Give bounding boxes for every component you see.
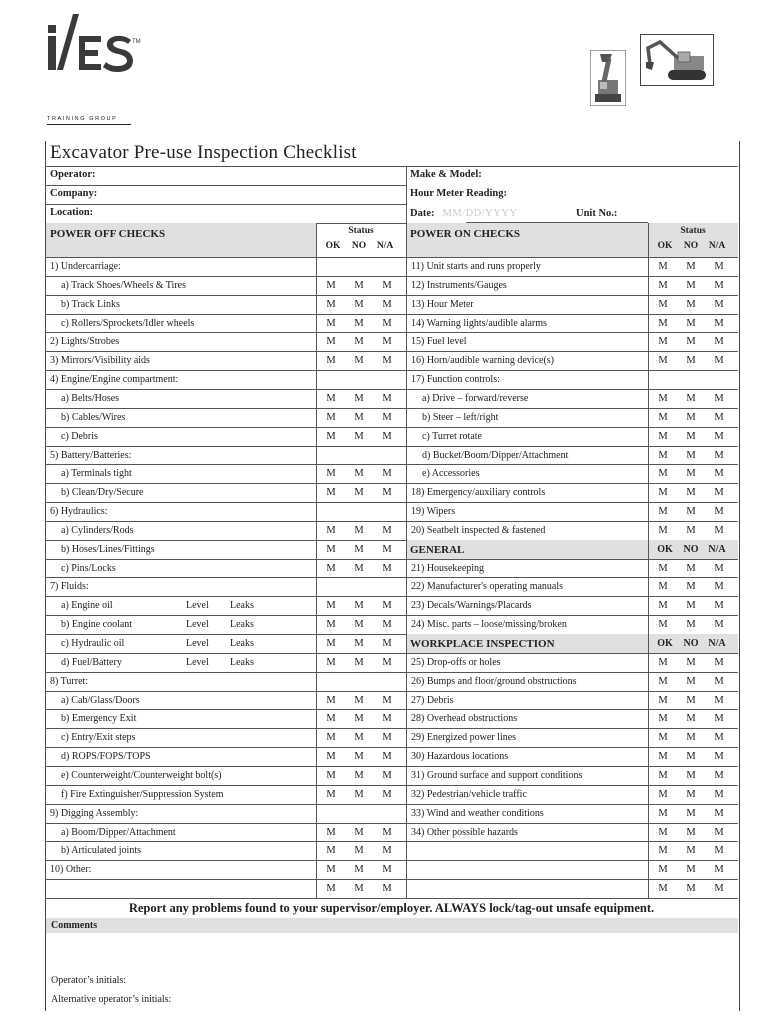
checklist-item: 12) Instruments/Gauges: [411, 279, 507, 291]
right-no-checkbox[interactable]: M: [686, 864, 696, 876]
left-no-checkbox[interactable]: M: [354, 826, 364, 838]
left-na-checkbox[interactable]: M: [382, 619, 392, 631]
right-no-checkbox[interactable]: M: [686, 807, 696, 819]
left-ok-checkbox[interactable]: M: [326, 543, 336, 555]
right-ok-checkbox[interactable]: M: [658, 807, 668, 819]
checklist-item: 3) Mirrors/Visibility aids: [50, 355, 150, 367]
right-na-checkbox[interactable]: M: [714, 468, 724, 480]
right-na-checkbox[interactable]: M: [714, 826, 724, 838]
date-label: Date:: [410, 208, 435, 219]
leaks-label: Leaks: [230, 619, 254, 631]
right-ok-checkbox[interactable]: M: [658, 317, 668, 329]
right-ok-checkbox[interactable]: M: [658, 732, 668, 744]
right-no-checkbox[interactable]: M: [686, 524, 696, 536]
left-status-no: NO: [351, 241, 367, 251]
date-placeholder: MM/DD/YYYY: [442, 208, 518, 219]
left-na-checkbox[interactable]: M: [382, 600, 392, 612]
checklist-item: e) Accessories: [422, 468, 480, 480]
left-na-checkbox[interactable]: M: [382, 355, 392, 367]
right-ok-checkbox[interactable]: M: [658, 581, 668, 593]
left-ok-checkbox[interactable]: M: [326, 713, 336, 725]
checklist-item: 11) Unit starts and runs properly: [411, 261, 541, 272]
left-na-checkbox[interactable]: M: [382, 317, 392, 329]
right-no-checkbox[interactable]: M: [686, 826, 696, 838]
checklist-item: 22) Manufacturer's operating manuals: [411, 581, 564, 593]
left-no-checkbox[interactable]: M: [354, 543, 364, 555]
make-model-label[interactable]: Make & Model:: [410, 169, 482, 180]
checklist-item: d) Fuel/Battery: [61, 656, 122, 668]
right-na-checkbox[interactable]: M: [714, 769, 724, 781]
right-no-checkbox[interactable]: M: [686, 336, 696, 348]
checklist-item: 1) Undercarriage:: [50, 261, 121, 272]
left-ok-checkbox[interactable]: M: [326, 883, 336, 895]
left-no-checkbox[interactable]: M: [354, 562, 364, 574]
left-ok-checkbox[interactable]: M: [326, 524, 336, 536]
checklist-item: 18) Emergency/auxiliary controls: [411, 487, 546, 499]
right-na-checkbox[interactable]: M: [714, 619, 724, 631]
left-na-checkbox[interactable]: M: [382, 732, 392, 744]
checklist-item: d) Bucket/Boom/Dipper/Attachment: [422, 449, 569, 461]
right-na-checkbox[interactable]: M: [714, 732, 724, 744]
checklist-item: 8) Turret:: [50, 675, 89, 687]
left-status-na: N/A: [376, 241, 394, 251]
left-no-checkbox[interactable]: M: [354, 392, 364, 404]
right-no-checkbox[interactable]: M: [686, 411, 696, 423]
right-na-checkbox[interactable]: M: [714, 713, 724, 725]
right-na-checkbox[interactable]: M: [714, 600, 724, 612]
checklist-item: 28) Overhead obstructions: [411, 713, 518, 725]
right-na-checkbox[interactable]: M: [714, 883, 724, 895]
checklist-item: a) Cylinders/Rods: [61, 524, 134, 536]
left-ok-checkbox[interactable]: M: [326, 864, 336, 876]
subsection-title: WORKPLACE INSPECTION: [410, 638, 555, 650]
left-no-checkbox[interactable]: M: [354, 883, 364, 895]
right-status-na: N/A: [708, 241, 726, 251]
right-na-checkbox[interactable]: M: [714, 336, 724, 348]
right-no-checkbox[interactable]: M: [686, 261, 696, 272]
right-na-checkbox[interactable]: M: [714, 317, 724, 329]
left-na-checkbox[interactable]: M: [382, 656, 392, 668]
left-ok-checkbox[interactable]: M: [326, 411, 336, 423]
checklist-item: b) Emergency Exit: [61, 713, 137, 725]
subsection-status-no: NO: [683, 638, 699, 649]
right-na-checkbox[interactable]: M: [714, 506, 724, 518]
left-na-checkbox[interactable]: M: [382, 298, 392, 310]
left-ok-checkbox[interactable]: M: [326, 694, 336, 706]
right-no-checkbox[interactable]: M: [686, 279, 696, 291]
checklist-item: 31) Ground surface and support conditions: [411, 769, 583, 781]
right-ok-checkbox[interactable]: M: [658, 449, 668, 461]
rule: [648, 223, 649, 898]
checklist-item: 10) Other:: [50, 864, 92, 876]
left-ok-checkbox[interactable]: M: [326, 619, 336, 631]
rule: [316, 223, 317, 898]
right-no-checkbox[interactable]: M: [686, 487, 696, 499]
left-na-checkbox[interactable]: M: [382, 638, 392, 649]
left-na-checkbox[interactable]: M: [382, 468, 392, 480]
left-ok-checkbox[interactable]: M: [326, 355, 336, 367]
checklist-item: 23) Decals/Warnings/Placards: [411, 600, 532, 612]
left-status-label: Status: [348, 226, 374, 236]
right-ok-checkbox[interactable]: M: [658, 751, 668, 763]
left-ok-checkbox[interactable]: M: [326, 298, 336, 310]
checklist-item: 4) Engine/Engine compartment:: [50, 374, 179, 386]
right-status-label: Status: [680, 226, 706, 236]
power-off-title: POWER OFF CHECKS: [50, 228, 166, 240]
checklist-item: 21) Housekeeping: [411, 562, 485, 574]
right-ok-checkbox[interactable]: M: [658, 769, 668, 781]
checklist-item: a) Belts/Hoses: [61, 392, 120, 404]
left-na-checkbox[interactable]: M: [382, 845, 392, 857]
checklist-item: b) Articulated joints: [61, 845, 141, 857]
left-na-checkbox[interactable]: M: [382, 769, 392, 781]
right-no-checkbox[interactable]: M: [686, 449, 696, 461]
left-ok-checkbox[interactable]: M: [326, 751, 336, 763]
left-no-checkbox[interactable]: M: [354, 487, 364, 499]
checklist-item: c) Turret rotate: [422, 430, 482, 442]
right-no-checkbox[interactable]: M: [686, 751, 696, 763]
left-ok-checkbox[interactable]: M: [326, 468, 336, 480]
right-ok-checkbox[interactable]: M: [658, 392, 668, 404]
right-ok-checkbox[interactable]: M: [658, 845, 668, 857]
left-no-checkbox[interactable]: M: [354, 600, 364, 612]
right-na-checkbox[interactable]: M: [714, 524, 724, 536]
checklist-item: 34) Other possible hazards: [411, 826, 518, 838]
logo-subtitle: TRAINING GROUP: [47, 116, 131, 125]
power-on-title: POWER ON CHECKS: [410, 228, 521, 240]
left-ok-checkbox[interactable]: M: [326, 826, 336, 838]
excavator-front-image: [590, 50, 626, 106]
right-status-no: NO: [683, 241, 699, 251]
left-no-checkbox[interactable]: M: [354, 298, 364, 310]
checklist-item: 25) Drop-offs or holes: [411, 656, 501, 668]
left-ok-checkbox[interactable]: M: [326, 600, 336, 612]
checklist-item: e) Counterweight/Counterweight bolt(s): [61, 769, 222, 781]
checklist-item: c) Pins/Locks: [61, 562, 116, 574]
right-na-checkbox[interactable]: M: [714, 411, 724, 423]
right-status-ok: OK: [657, 241, 673, 251]
checklist-item: 33) Wind and weather conditions: [411, 807, 544, 819]
checklist-item: 27) Debris: [411, 694, 454, 706]
left-na-checkbox[interactable]: M: [382, 694, 392, 706]
left-ok-checkbox[interactable]: M: [326, 487, 336, 499]
document-title: Excavator Pre-use Inspection Checklist: [50, 142, 357, 163]
left-no-checkbox[interactable]: M: [354, 430, 364, 442]
left-na-checkbox[interactable]: M: [382, 751, 392, 763]
right-na-checkbox[interactable]: M: [714, 355, 724, 367]
right-na-checkbox[interactable]: M: [714, 298, 724, 310]
right-no-checkbox[interactable]: M: [686, 392, 696, 404]
left-ok-checkbox[interactable]: M: [326, 788, 336, 800]
checklist-item: a) Terminals tight: [61, 468, 132, 480]
checklist-item: 9) Digging Assembly:: [50, 807, 139, 819]
checklist-item: b) Hoses/Lines/Fittings: [61, 543, 155, 555]
left-no-checkbox[interactable]: M: [354, 751, 364, 763]
date-field[interactable]: [410, 205, 580, 223]
info-field-label[interactable]: Location:: [50, 207, 94, 218]
right-ok-checkbox[interactable]: M: [658, 826, 668, 838]
right-no-checkbox[interactable]: M: [686, 656, 696, 668]
right-no-checkbox[interactable]: M: [686, 675, 696, 687]
right-ok-checkbox[interactable]: M: [658, 675, 668, 687]
comments-label[interactable]: Comments: [51, 919, 98, 931]
right-no-checkbox[interactable]: M: [686, 600, 696, 612]
subsection-status-no: NO: [683, 543, 699, 555]
hour-meter-label[interactable]: Hour Meter Reading:: [410, 188, 508, 199]
right-na-checkbox[interactable]: M: [714, 261, 724, 272]
level-label: Level: [186, 638, 209, 649]
right-no-checkbox[interactable]: M: [686, 694, 696, 706]
right-no-checkbox[interactable]: M: [686, 298, 696, 310]
right-na-checkbox[interactable]: M: [714, 694, 724, 706]
right-no-checkbox[interactable]: M: [686, 883, 696, 895]
checklist-item: a) Boom/Dipper/Attachment: [61, 826, 176, 838]
level-label: Level: [186, 619, 209, 631]
left-na-checkbox[interactable]: M: [382, 336, 392, 348]
checklist-item: 5) Battery/Batteries:: [50, 449, 132, 461]
right-ok-checkbox[interactable]: M: [658, 864, 668, 876]
left-no-checkbox[interactable]: M: [354, 656, 364, 668]
left-na-checkbox[interactable]: M: [382, 826, 392, 838]
checklist-item: c) Entry/Exit steps: [61, 732, 136, 744]
checklist-item: a) Cab/Glass/Doors: [61, 694, 140, 706]
rule: [406, 898, 738, 899]
left-no-checkbox[interactable]: M: [354, 845, 364, 857]
right-no-checkbox[interactable]: M: [686, 355, 696, 367]
right-ok-checkbox[interactable]: M: [658, 713, 668, 725]
checklist-item: c) Debris: [61, 430, 98, 442]
checklist-item: b) Steer – left/right: [422, 411, 499, 423]
left-na-checkbox[interactable]: M: [382, 430, 392, 442]
right-na-checkbox[interactable]: M: [714, 449, 724, 461]
operator-initials-label[interactable]: Operator’s initials:: [51, 975, 127, 986]
checklist-item: 19) Wipers: [411, 506, 456, 518]
checklist-item: 14) Warning lights/audible alarms: [411, 317, 547, 329]
checklist-item: 7) Fluids:: [50, 581, 89, 593]
right-ok-checkbox[interactable]: M: [658, 562, 668, 574]
right-ok-checkbox[interactable]: M: [658, 788, 668, 800]
left-no-checkbox[interactable]: M: [354, 336, 364, 348]
left-no-checkbox[interactable]: M: [354, 769, 364, 781]
rule: [406, 166, 407, 898]
left-ok-checkbox[interactable]: M: [326, 732, 336, 744]
left-na-checkbox[interactable]: M: [382, 864, 392, 876]
subsection-status-na: N/A: [708, 543, 726, 555]
left-no-checkbox[interactable]: M: [354, 713, 364, 725]
right-na-checkbox[interactable]: M: [714, 656, 724, 668]
checklist-item: 32) Pedestrian/vehicle traffic: [411, 788, 527, 800]
checklist-item: b) Engine coolant: [61, 619, 133, 631]
left-na-checkbox[interactable]: M: [382, 411, 392, 423]
right-na-checkbox[interactable]: M: [714, 845, 724, 857]
left-na-checkbox[interactable]: M: [382, 543, 392, 555]
left-ok-checkbox[interactable]: M: [326, 279, 336, 291]
checklist-item: 15) Fuel level: [411, 336, 467, 348]
subsection-status-ok: OK: [657, 638, 673, 649]
comments-header-bg: [46, 918, 738, 933]
left-no-checkbox[interactable]: M: [354, 732, 364, 744]
right-no-checkbox[interactable]: M: [686, 769, 696, 781]
left-na-checkbox[interactable]: M: [382, 883, 392, 895]
right-ok-checkbox[interactable]: M: [658, 656, 668, 668]
left-no-checkbox[interactable]: M: [354, 411, 364, 423]
rule: [45, 898, 406, 899]
right-na-checkbox[interactable]: M: [714, 562, 724, 574]
rule: [45, 166, 738, 167]
right-no-checkbox[interactable]: M: [686, 619, 696, 631]
checklist-item: a) Track Shoes/Wheels & Tires: [61, 279, 186, 291]
left-no-checkbox[interactable]: M: [354, 524, 364, 536]
checklist-item: 26) Bumps and floor/ground obstructions: [411, 675, 577, 687]
left-no-checkbox[interactable]: M: [354, 468, 364, 480]
right-no-checkbox[interactable]: M: [686, 845, 696, 857]
left-ok-checkbox[interactable]: M: [326, 317, 336, 329]
leaks-label: Leaks: [230, 638, 254, 649]
right-no-checkbox[interactable]: M: [686, 732, 696, 744]
alt-operator-initials-label[interactable]: Alternative operator’s initials:: [51, 994, 172, 1005]
checklist-item: f) Fire Extinguisher/Suppression System: [61, 788, 224, 800]
right-na-checkbox[interactable]: M: [714, 751, 724, 763]
left-na-checkbox[interactable]: M: [382, 562, 392, 574]
checklist-item: a) Drive – forward/reverse: [422, 392, 529, 404]
checklist-item: d) ROPS/FOPS/TOPS: [61, 751, 151, 763]
checklist-item: 17) Function controls:: [411, 374, 500, 386]
excavator-side-image: [640, 34, 714, 86]
checklist-item: 30) Hazardous locations: [411, 751, 509, 763]
right-na-checkbox[interactable]: M: [714, 430, 724, 442]
leaks-label: Leaks: [230, 656, 254, 668]
level-label: Level: [186, 600, 209, 612]
right-no-checkbox[interactable]: M: [686, 788, 696, 800]
left-ok-checkbox[interactable]: M: [326, 430, 336, 442]
right-ok-checkbox[interactable]: M: [658, 506, 668, 518]
left-no-checkbox[interactable]: M: [354, 864, 364, 876]
checklist-item: 2) Lights/Strobes: [50, 336, 120, 348]
right-na-checkbox[interactable]: M: [714, 279, 724, 291]
right-no-checkbox[interactable]: M: [686, 430, 696, 442]
right-no-checkbox[interactable]: M: [686, 468, 696, 480]
right-ok-checkbox[interactable]: M: [658, 430, 668, 442]
right-ok-checkbox[interactable]: M: [658, 524, 668, 536]
right-na-checkbox[interactable]: M: [714, 864, 724, 876]
right-na-checkbox[interactable]: M: [714, 675, 724, 687]
left-no-checkbox[interactable]: M: [354, 619, 364, 631]
safety-warning: Report any problems found to your supervisor/employer. ALWAYS lock/tag-out unsafe equipment.: [128, 900, 655, 915]
left-ok-checkbox[interactable]: M: [326, 638, 336, 649]
right-na-checkbox[interactable]: M: [714, 581, 724, 593]
subsection-status-ok: OK: [657, 543, 673, 555]
info-field-label[interactable]: Company:: [50, 188, 98, 199]
checklist-item: 16) Horn/audible warning device(s): [411, 355, 555, 367]
left-ok-checkbox[interactable]: M: [326, 336, 336, 348]
left-na-checkbox[interactable]: M: [382, 392, 392, 404]
right-no-checkbox[interactable]: M: [686, 317, 696, 329]
trademark: TM: [132, 39, 141, 45]
checklist-item: c) Rollers/Sprockets/Idler wheels: [61, 317, 195, 329]
checklist-item: c) Hydraulic oil: [61, 638, 125, 649]
unit-number-field[interactable]: Unit No.:: [576, 208, 618, 219]
checklist-item: b) Cables/Wires: [61, 411, 126, 423]
left-ok-checkbox[interactable]: M: [326, 392, 336, 404]
right-ok-checkbox[interactable]: M: [658, 336, 668, 348]
left-no-checkbox[interactable]: M: [354, 279, 364, 291]
checklist-item: 6) Hydraulics:: [50, 506, 108, 518]
left-ok-checkbox[interactable]: M: [326, 656, 336, 668]
right-ok-checkbox[interactable]: M: [658, 883, 668, 895]
checklist-item: 29) Energized power lines: [411, 732, 517, 744]
right-ok-checkbox[interactable]: M: [658, 355, 668, 367]
right-na-checkbox[interactable]: M: [714, 487, 724, 499]
left-no-checkbox[interactable]: M: [354, 355, 364, 367]
right-ok-checkbox[interactable]: M: [658, 487, 668, 499]
left-na-checkbox[interactable]: M: [382, 487, 392, 499]
left-no-checkbox[interactable]: M: [354, 638, 364, 649]
info-field-label[interactable]: Operator:: [50, 169, 96, 180]
right-ok-checkbox[interactable]: M: [658, 261, 668, 272]
right-ok-checkbox[interactable]: M: [658, 298, 668, 310]
right-ok-checkbox[interactable]: M: [658, 600, 668, 612]
checklist-item: 24) Misc. parts – loose/missing/broken: [411, 619, 567, 631]
left-na-checkbox[interactable]: M: [382, 788, 392, 800]
right-ok-checkbox[interactable]: M: [658, 279, 668, 291]
right-ok-checkbox[interactable]: M: [658, 619, 668, 631]
left-status-ok: OK: [325, 241, 341, 251]
left-na-checkbox[interactable]: M: [382, 524, 392, 536]
subsection-status-na: N/A: [708, 638, 726, 649]
left-na-checkbox[interactable]: M: [382, 279, 392, 291]
checklist-item: 20) Seatbelt inspected & fastened: [411, 524, 546, 536]
left-ok-checkbox[interactable]: M: [326, 562, 336, 574]
right-no-checkbox[interactable]: M: [686, 581, 696, 593]
right-ok-checkbox[interactable]: M: [658, 411, 668, 423]
ives-logo: [45, 12, 145, 74]
level-label: Level: [186, 656, 209, 668]
left-no-checkbox[interactable]: M: [354, 317, 364, 329]
left-no-checkbox[interactable]: M: [354, 788, 364, 800]
right-no-checkbox[interactable]: M: [686, 713, 696, 725]
right-na-checkbox[interactable]: M: [714, 788, 724, 800]
right-no-checkbox[interactable]: M: [686, 506, 696, 518]
right-na-checkbox[interactable]: M: [714, 392, 724, 404]
checklist-item: a) Engine oil: [61, 600, 113, 612]
checklist-item: b) Track Links: [61, 298, 120, 310]
left-no-checkbox[interactable]: M: [354, 694, 364, 706]
left-ok-checkbox[interactable]: M: [326, 769, 336, 781]
right-na-checkbox[interactable]: M: [714, 807, 724, 819]
right-ok-checkbox[interactable]: M: [658, 468, 668, 480]
right-ok-checkbox[interactable]: M: [658, 694, 668, 706]
left-na-checkbox[interactable]: M: [382, 713, 392, 725]
leaks-label: Leaks: [230, 600, 254, 612]
subsection-title: GENERAL: [410, 543, 465, 556]
right-no-checkbox[interactable]: M: [686, 562, 696, 574]
left-ok-checkbox[interactable]: M: [326, 845, 336, 857]
checklist-item: 13) Hour Meter: [411, 298, 474, 310]
checklist-item: b) Clean/Dry/Secure: [61, 487, 144, 499]
